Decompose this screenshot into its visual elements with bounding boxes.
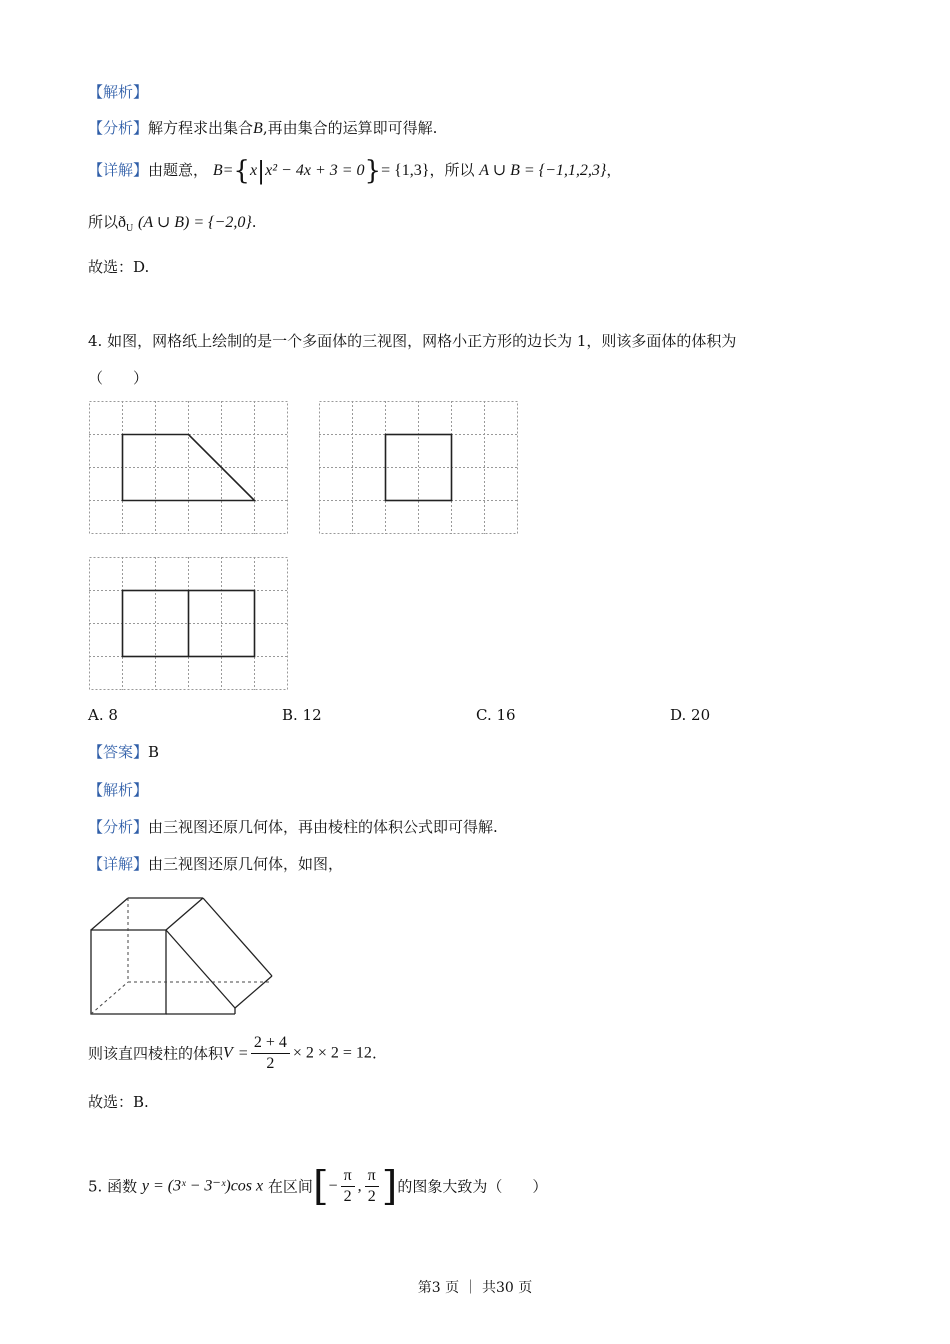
q4-volume-num: 2 + 4	[251, 1033, 290, 1054]
q4-fenxi-text: 由三视图还原几何体，再由棱柱的体积公式即可得解.	[148, 818, 498, 836]
q3-union-expr: A ∪ B = {−1,1,2,3}	[479, 162, 607, 179]
q4-detail-text: 由三视图还原几何体，如图，	[148, 855, 344, 873]
prism-hidden-edges	[91, 898, 272, 1014]
q4-volume-line	[88, 1033, 377, 1074]
page-footer: 第3 页 ｜ 共30 页	[417, 1280, 533, 1296]
prism-3d-figure	[86, 893, 278, 1019]
q4-detail-label: 【详解】	[88, 855, 149, 873]
q4-fenxi-line	[88, 817, 498, 837]
q3-fenxi-text: 解方程求出集合	[148, 119, 254, 137]
q5-two-2: 2	[367, 1188, 376, 1205]
q3-set-B: B=	[212, 162, 234, 179]
q4-volume-eq: =	[238, 1044, 248, 1062]
q4-volume-rest: × 2 × 2 = 12	[292, 1044, 372, 1062]
q3-fenxi-var: B	[253, 120, 263, 137]
q3-comp-suffix: .	[251, 213, 257, 231]
q3-set-var: x	[249, 162, 258, 179]
q3-union-suffix: ，	[606, 161, 622, 179]
grid-lines	[319, 401, 518, 534]
q3-fenxi-line	[88, 118, 437, 139]
q3-comp-line	[88, 212, 257, 239]
q3-choose: 故选：D.	[88, 258, 150, 276]
fenxi-label: 【分析】	[88, 119, 149, 137]
q3-detail-line	[88, 156, 622, 186]
q5-interval-minus: −	[328, 1177, 338, 1195]
q3-comp-sub: U	[126, 223, 134, 234]
q4-volume-den: 2	[266, 1055, 275, 1072]
q3-set-eq: = {1,3}	[381, 162, 430, 179]
q5-two-1: 2	[343, 1188, 352, 1205]
grid-lines	[89, 401, 288, 534]
q4-volume-suffix: .	[371, 1044, 377, 1063]
bracket-right: ]	[381, 1163, 398, 1210]
q4-volume-fraction	[251, 1033, 290, 1074]
q5-frac-2	[365, 1166, 379, 1207]
brace-right: }	[364, 156, 382, 186]
answer-label: 【答案】	[88, 743, 149, 761]
bracket-left: [	[312, 1163, 329, 1210]
brace-left: {	[233, 156, 250, 186]
q4-volume-prefix: 则该直四棱柱的体积	[88, 1044, 224, 1063]
q5-func: y = (3ˣ − 3⁻ˣ)cos x	[141, 1177, 264, 1195]
option-d: D. 20	[670, 706, 711, 724]
q4-stem: 4. 如图，网格纸上绘制的是一个多面体的三视图，网格小正方形的边长为 1，则该多面体的体积为	[88, 332, 737, 350]
prism-solid-edges	[91, 898, 272, 1014]
q4-volume-var: V	[223, 1044, 233, 1062]
q5-stem-suffix: 的图象大致为（ ）	[397, 1177, 548, 1196]
q3-detail-prefix: 由题意，	[148, 161, 209, 179]
q4-paren: （ ）	[88, 369, 149, 387]
q4-choose: 故选：B.	[88, 1093, 149, 1111]
side-view-figure	[319, 401, 519, 535]
option-b: B. 12	[282, 706, 322, 724]
q5-frac-1	[341, 1166, 355, 1207]
q3-fenxi-text2: ,再由集合的运算即可得解.	[262, 119, 438, 137]
q4-detail-line	[88, 854, 343, 874]
q5-stem-prefix: 5. 函数	[88, 1177, 138, 1196]
top-view-figure	[89, 557, 289, 691]
q5-stem-line	[88, 1163, 548, 1210]
option-c: C. 16	[476, 706, 516, 724]
front-view-figure	[89, 401, 289, 535]
bar: |	[257, 157, 266, 185]
q5-pi-2: π	[365, 1166, 379, 1187]
q3-set-cond: x² − 4x + 3 = 0	[265, 162, 365, 179]
q4-analysis-label: 【解析】	[88, 781, 149, 799]
detail-label: 【详解】	[88, 161, 149, 179]
q4-fenxi-label: 【分析】	[88, 818, 149, 836]
q3-union-prefix: ，所以	[429, 161, 475, 179]
q3-comp-prefix: 所以	[88, 213, 119, 231]
comma: ,	[357, 1177, 362, 1195]
option-a: A. 8	[88, 706, 118, 724]
q3-comp-symbol: ð	[118, 214, 127, 231]
q5-pi-1: π	[341, 1166, 355, 1187]
q5-interval-prefix: 在区间	[267, 1177, 313, 1196]
q3-comp-expr: (A ∪ B) = {−2,0}	[138, 214, 252, 231]
analysis-label: 【解析】	[88, 83, 149, 101]
q4-answer-value: B	[148, 743, 160, 761]
q4-answer-line	[88, 742, 159, 762]
